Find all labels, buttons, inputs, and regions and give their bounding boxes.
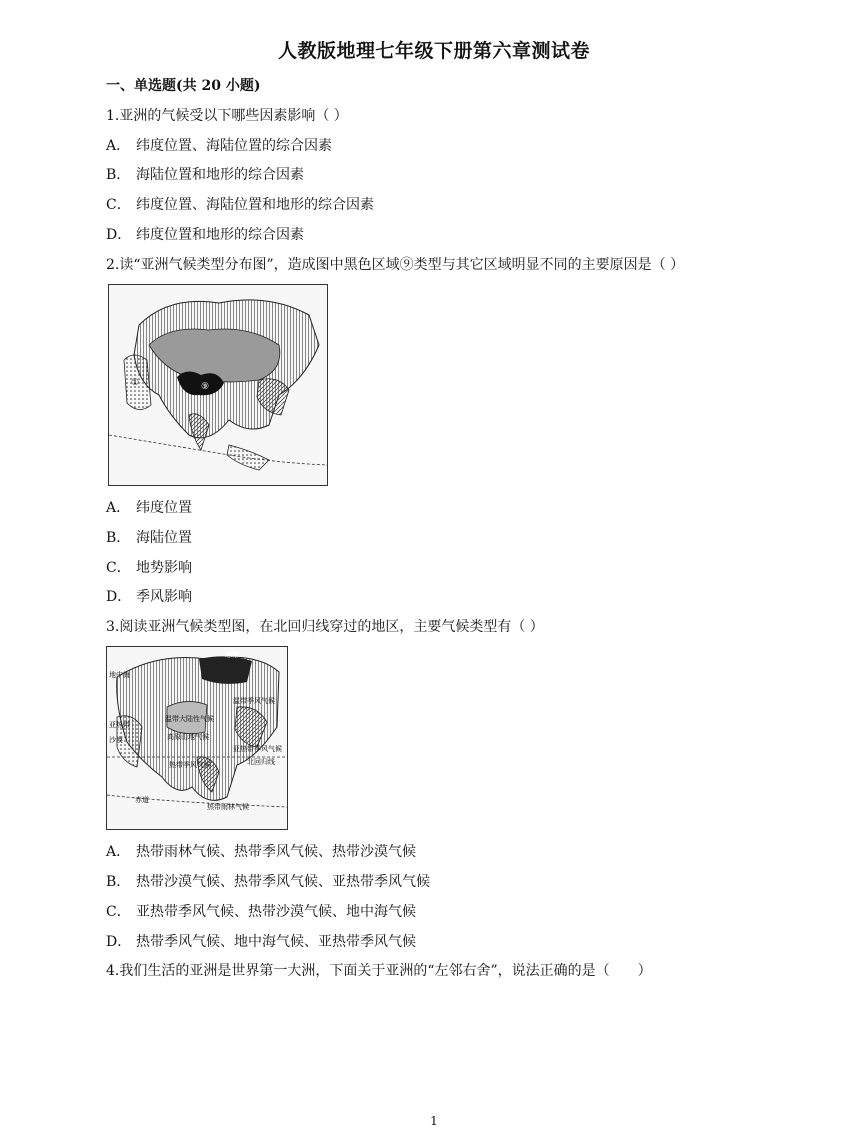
question-2-option-c[interactable]: C． 地势影响 [106,560,192,576]
map-2-label-4: 亚热带季风气候 [233,745,282,753]
question-3-option-b[interactable]: B． 热带沙漠气候、热带季风气候、亚热带季风气候 [106,874,430,890]
asia-map-1-graphic [109,285,327,485]
question-1-option-b[interactable]: B． 海陆位置和地形的综合因素 [106,167,304,183]
question-2-option-d[interactable]: D． 季风影响 [106,589,192,605]
question-4-stem: 4.我们生活的亚洲是世界第一大洲，下面关于亚洲的“左邻右舍”，说法正确的是（ ） [106,963,652,979]
map-2-label-7: 地中海 [109,671,130,679]
page-title: 人教版地理七年级下册第六章测试卷 [277,40,590,62]
question-2-stem: 2.读“亚洲气候类型分布图”，造成图中黑色区域⑨类型与其它区域明显不同的主要原因是（ ） [106,257,685,273]
map-2-label-1: 温带大陆性气候 [165,715,214,723]
map-2-label-8: 亚热带 [109,721,130,729]
map-2-label-0: 寒带 [225,651,239,659]
question-3-option-c[interactable]: C． 亚热带季风气候、热带沙漠气候、地中海气候 [106,904,416,920]
question-3-stem: 3.阅读亚洲气候类型图，在北回归线穿过的地区，主要气候类型有（ ） [106,619,544,635]
map-1-label-9: ⑨ [201,382,210,392]
map-2-label-11: 热带雨林气候 [207,803,249,811]
asia-climate-map-1 [108,284,328,486]
page-number: 1 [430,1114,438,1128]
question-1-option-d[interactable]: D． 纬度位置和地形的综合因素 [106,227,304,243]
map-2-label-3: 高原山地气候 [167,733,209,741]
question-1-stem: 1.亚洲的气候受以下哪些因素影响（ ） [106,108,348,124]
question-1-option-c[interactable]: C． 纬度位置、海陆位置和地形的综合因素 [106,197,374,213]
asia-map-2-graphic [107,647,287,829]
map-1-label-1: ① [131,378,140,388]
section-heading: 一、单选题(共 20 小题) [106,78,261,94]
question-2-option-a[interactable]: A． 纬度位置 [106,500,192,516]
question-2-option-b[interactable]: B． 海陆位置 [106,530,192,546]
question-3-option-d[interactable]: D． 热带季风气候、地中海气候、亚热带季风气候 [106,934,416,950]
map-2-label-9: 沙漠 [109,736,123,744]
question-1-option-a[interactable]: A． 纬度位置、海陆位置的综合因素 [106,138,332,154]
map-2-label-5: 北回归线 [247,758,275,766]
asia-climate-map-2 [106,646,288,830]
map-2-label-10: 赤道 [135,796,149,804]
map-2-label-6: 热带季风气候 [169,761,211,769]
question-3-option-a[interactable]: A． 热带雨林气候、热带季风气候、热带沙漠气候 [106,844,416,860]
map-2-label-2: 温带季风气候 [233,697,275,705]
